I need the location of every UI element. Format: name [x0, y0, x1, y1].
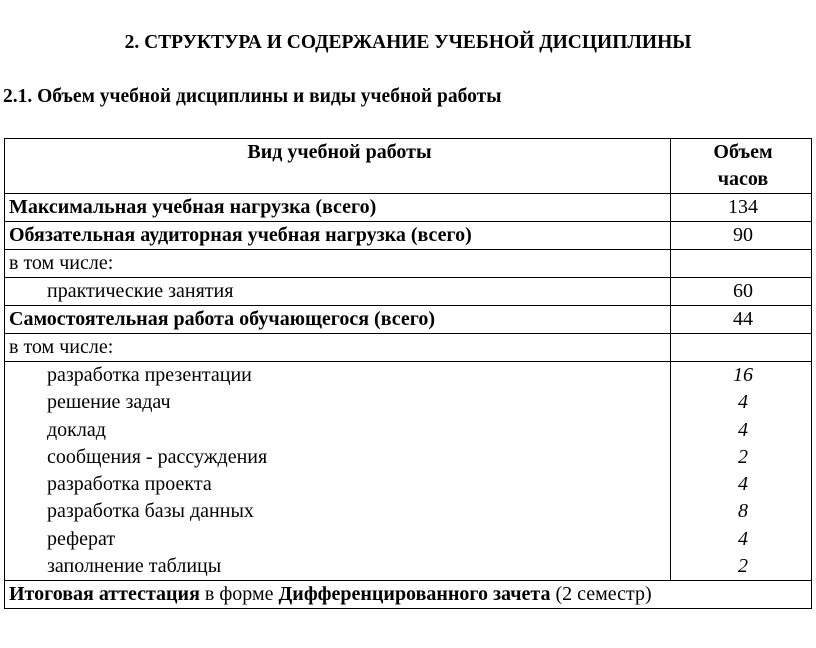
subitem-values — [671, 362, 812, 581]
table-row — [5, 222, 812, 250]
header-hours — [671, 139, 812, 194]
final-attestation-row — [5, 581, 812, 609]
list-item: реферат — [47, 527, 116, 550]
row-label-max-load: Максимальная учебная нагрузка (всего) — [5, 194, 671, 222]
final-attestation-semester: (2 семестр) — [550, 583, 652, 606]
final-attestation-label: Итоговая аттестация — [9, 583, 200, 606]
table-row — [5, 194, 812, 222]
table-row — [5, 250, 812, 278]
header-work-type: Вид учебной работы — [5, 139, 671, 194]
list-item: разработка проекта — [47, 473, 212, 496]
list-item-value: 2 — [738, 555, 748, 578]
table-row — [5, 306, 812, 334]
list-item: доклад — [47, 418, 106, 441]
list-item: разработка базы данных — [47, 500, 254, 523]
table-header-row — [5, 139, 812, 194]
table-row — [5, 278, 812, 306]
list-item: сообщения - рассуждения — [47, 445, 268, 468]
list-item-value: 8 — [738, 500, 748, 523]
row-label-including-2: в том числе: — [5, 334, 671, 362]
row-value-max-load: 134 — [671, 194, 812, 222]
list-item-value: 2 — [738, 445, 748, 468]
table-row-subitems — [5, 362, 812, 581]
row-value-independent: 44 — [671, 306, 812, 334]
list-item: решение задач — [47, 391, 171, 414]
list-item: разработка презентации — [47, 364, 252, 386]
list-item: заполнение таблицы — [47, 555, 222, 578]
row-value-practical: 60 — [671, 278, 812, 306]
list-item-value: 4 — [738, 527, 748, 550]
subitem-labels — [5, 362, 671, 581]
row-value-including-1 — [671, 250, 812, 278]
section-title: 2. СТРУКТУРА И СОДЕРЖАНИЕ УЧЕБНОЙ ДИСЦИПЛИНЫ — [124, 32, 692, 53]
table-row — [5, 334, 812, 362]
list-item-value: 4 — [738, 473, 748, 496]
row-label-independent: Самостоятельная работа обучающегося (всего) — [5, 306, 671, 334]
list-item-value: 16 — [733, 364, 753, 386]
list-item-value: 4 — [738, 391, 748, 414]
final-attestation-form: Дифференцированного зачета — [278, 583, 551, 606]
row-value-including-2 — [671, 334, 812, 362]
list-item-value: 4 — [738, 418, 748, 441]
row-value-mandatory-load: 90 — [671, 222, 812, 250]
final-attestation-connector: в форме — [199, 583, 279, 606]
final-attestation — [5, 581, 812, 609]
header-hours-line1: Объем — [713, 141, 773, 163]
row-label-mandatory-load: Обязательная аудиторная учебная нагрузка (всего) — [5, 222, 671, 250]
workload-table — [4, 138, 812, 609]
header-hours-line2: часов — [717, 168, 769, 190]
row-label-practical: практические занятия — [5, 278, 671, 306]
subsection-title: 2.1. Объем учебной дисциплины и виды учебной работы — [3, 86, 502, 107]
row-label-including-1: в том числе: — [5, 250, 671, 278]
